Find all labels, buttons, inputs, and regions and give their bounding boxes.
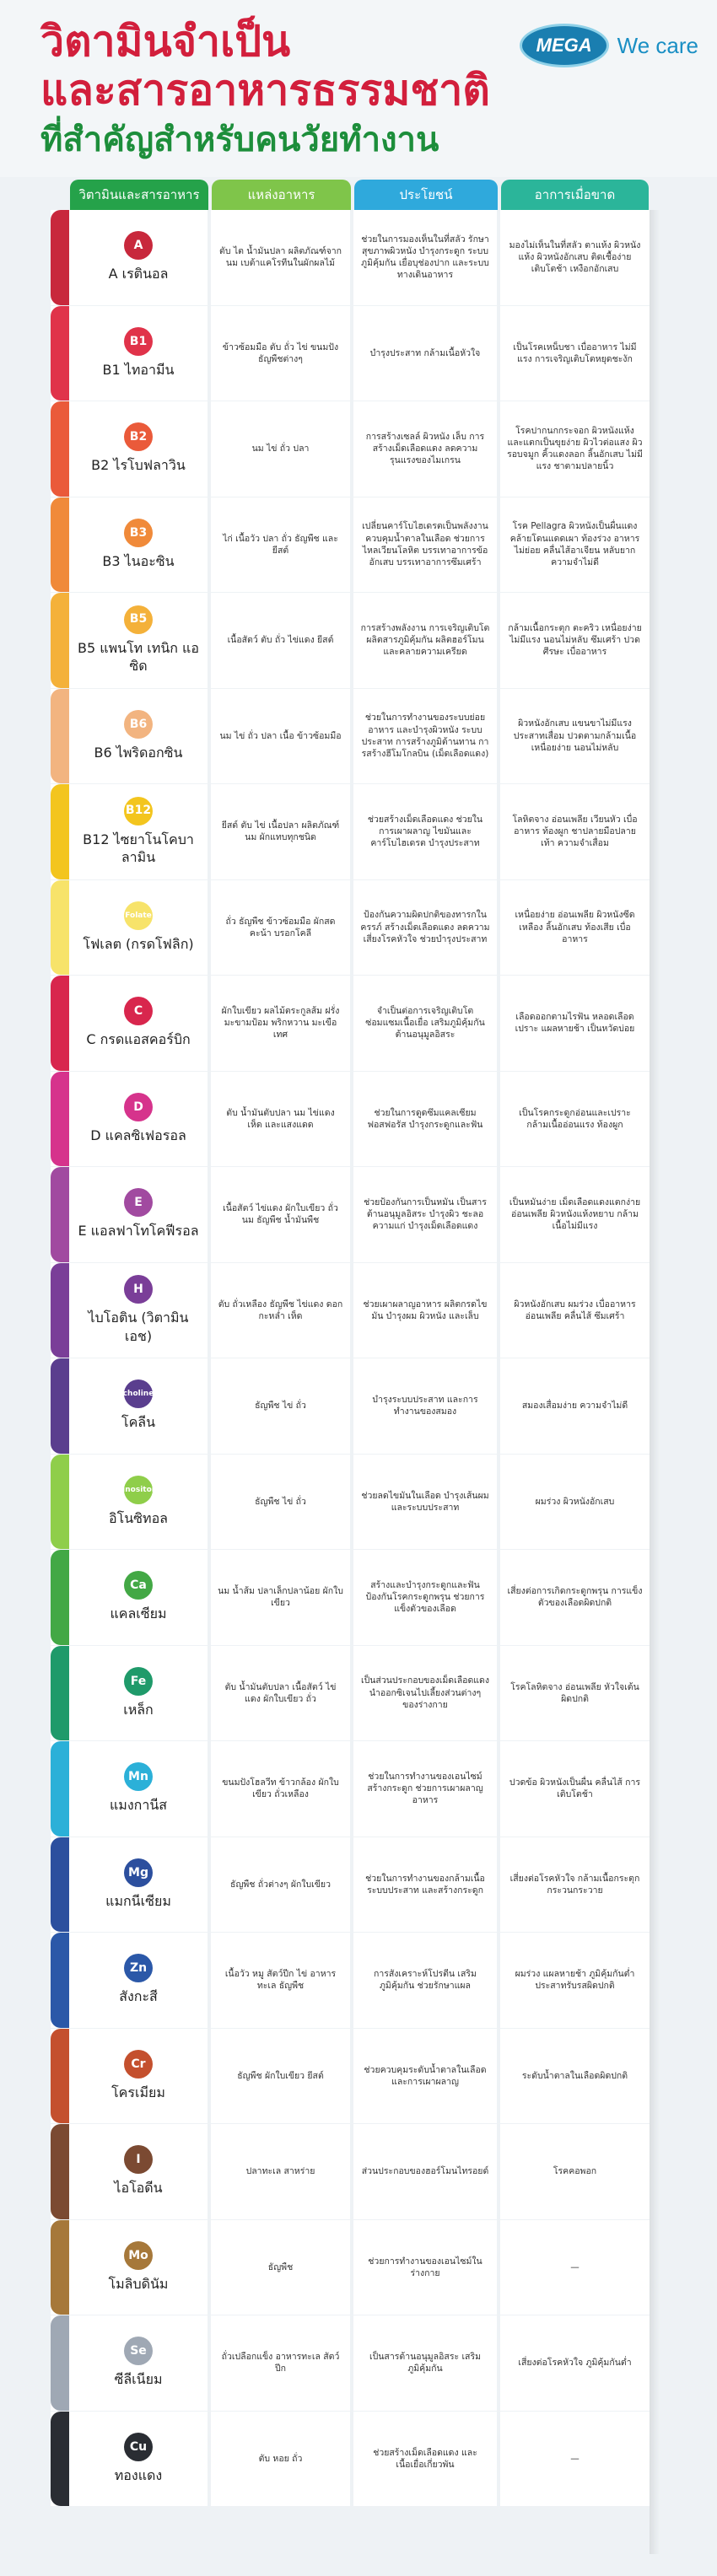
deficiency-cell: โรคปากนกกระจอก ผิวหนังแห้ง และแตกเป็นขุยง่าย ผิวไวต่อแสง ผิวรอบจมูก คิ้วแดงลอก ลิ้นอักเสบ ไม่มีแรง ชาตามปลายนิ้ว: [507, 425, 643, 472]
benefit-cell: จำเป็นต่อการเจริญเติบโต ซ่อมแซมเนื้อเยื่อ เสริมภูมิคุ้มกัน ต้านอนุมูลอิสระ: [353, 976, 500, 1071]
row-color-stripe: [51, 593, 69, 688]
food-source-cell: ธัญพืช ผักใบเขียว ยีสต์: [211, 2029, 353, 2124]
nutrient-name: แมงกานีส: [109, 1797, 168, 1814]
nutrient-cell: [69, 401, 211, 497]
nutrient-name: E แอลฟาโทโคฟีรอล: [78, 1223, 199, 1240]
nutrient-badge: B5: [124, 605, 153, 634]
food-source-cell: ถั่วเปลือกแข็ง อาหารทะเล สัตว์ปีก: [211, 2315, 353, 2411]
table-row: [51, 2124, 650, 2220]
table-row: [51, 1072, 650, 1168]
nutrient-cell: [69, 593, 211, 688]
table-row: [51, 401, 650, 497]
benefit-cell: ช่วยในการทำงานของเอนไซม์ สร้างกระดูก ช่วยการเผาผลาญอาหาร: [353, 1741, 500, 1837]
table-row: [51, 2220, 650, 2316]
row-color-stripe: [51, 1646, 69, 1741]
row-color-stripe: [51, 1550, 69, 1645]
benefit-cell: สร้างและบำรุงกระดูกและฟัน ป้องกันโรคกระดูกพรุน ช่วยการแข็งตัวของเลือด: [353, 1550, 500, 1645]
deficiency-cell: โรคคอพอก: [553, 2166, 597, 2177]
food-source-cell: เนื้อสัตว์ ไข่แดง ผักใบเขียว ถั่ว นม ธัญพืช น้ำมันพืช: [211, 1167, 353, 1262]
row-color-stripe: [51, 1263, 69, 1358]
deficiency-cell: ผมร่วง ผิวหนังอักเสบ: [535, 1496, 615, 1507]
nutrient-badge: B2: [124, 422, 153, 451]
nutrient-cell: [69, 210, 211, 305]
nutrient-badge: Ca: [124, 1571, 153, 1600]
nutrient-badge: choline: [124, 1379, 153, 1408]
table-row: [51, 2315, 650, 2412]
row-color-stripe: [51, 2315, 69, 2411]
nutrient-badge: E: [124, 1188, 153, 1217]
benefit-cell: ช่วยการทำงานของเอนไซม์ในร่างกาย: [353, 2220, 500, 2315]
title-line-1: วิตามินจำเป็น: [40, 17, 291, 66]
nutrient-cell: [69, 1358, 211, 1454]
nutrient-name: โคลีน: [121, 1414, 156, 1431]
table-row: [51, 1167, 650, 1263]
food-source-cell: ธัญพืช ไข่ ถั่ว: [211, 1358, 353, 1454]
deficiency-cell: เสี่ยงต่อโรคหัวใจ กล้ามเนื้อกระตุก กระวนกระวาย: [509, 1873, 640, 1896]
deficiency-cell: เลือดออกตามไรฟัน หลอดเลือดเปราะ แผลหายช้า เป็นหวัดบ่อย: [515, 1012, 635, 1035]
title-line-2: และสารอาหารธรรมชาติ: [40, 66, 490, 115]
column-header-benefit: ประโยชน์: [354, 180, 498, 210]
benefit-cell: ป้องกันความผิดปกติของทารกในครรภ์ สร้างเม็ดเลือดแดง ลดความเสี่ยงโรคหัวใจ ช่วยบำรุงประสาท: [353, 880, 500, 976]
nutrient-cell: [69, 1741, 211, 1837]
benefit-cell: ช่วยลดไขมันในเลือด บำรุงเส้นผม และระบบประสาท: [353, 1455, 500, 1550]
table-row: [51, 593, 650, 689]
row-color-stripe: [51, 1741, 69, 1837]
nutrient-name: B6 ไพริดอกซิน: [94, 744, 183, 761]
nutrient-badge: inositol: [124, 1476, 153, 1504]
table-row: [51, 1358, 650, 1455]
nutrient-name: B1 ไทอามีน: [102, 361, 175, 378]
nutrient-cell: [69, 784, 211, 879]
food-source-cell: ขนมปังโฮลวีท ข้าวกล้อง ผักใบเขียว ถั่วเหลือง: [211, 1741, 353, 1837]
row-color-stripe: [51, 2124, 69, 2219]
row-color-stripe: [51, 2412, 69, 2507]
nutrient-name: B3 ไนอะซิน: [102, 552, 175, 569]
nutrient-cell: [69, 2220, 211, 2315]
nutrient-name: อิโนซิทอล: [109, 1509, 168, 1526]
title-line-3: ที่สำคัญสำหรับคนวัยทำงาน: [40, 121, 439, 159]
header: [0, 0, 717, 177]
table-row: [51, 784, 650, 880]
deficiency-cell: —: [570, 2453, 580, 2464]
nutrient-badge: A: [124, 231, 153, 260]
nutrient-badge: Cr: [124, 2050, 153, 2079]
food-source-cell: นม ไข่ ถั่ว ปลา: [211, 401, 353, 497]
nutrient-badge: B6: [124, 710, 153, 739]
table-row: [51, 689, 650, 785]
food-source-cell: เนื้อวัว หมู สัตว์ปีก ไข่ อาหารทะเล ธัญพืช: [211, 1933, 353, 2028]
row-color-stripe: [51, 497, 69, 593]
food-source-cell: นม ไข่ ถั่ว ปลา เนื้อ ข้าวซ้อมมือ: [211, 689, 353, 784]
deficiency-cell: เป็นหมันง่าย เม็ดเลือดแดงแตกง่าย อ่อนเพลีย ผิวหนังแห้งหยาบ กล้ามเนื้อไม่มีแรง: [509, 1197, 641, 1232]
nutrient-badge: Fe: [124, 1667, 153, 1696]
row-color-stripe: [51, 2220, 69, 2315]
table-row: [51, 1550, 650, 1646]
nutrient-badge: C: [124, 997, 153, 1025]
nutrient-badge: B1: [124, 327, 153, 356]
row-color-stripe: [51, 1455, 69, 1550]
nutrient-cell: [69, 1550, 211, 1645]
table-row: [51, 1741, 650, 1837]
nutrient-badge: Mn: [124, 1762, 153, 1791]
nutrient-name: ซีลีเนียม: [114, 2371, 163, 2388]
row-color-stripe: [51, 1837, 69, 1933]
food-source-cell: ตับ ไต น้ำมันปลา ผลิตภัณฑ์จากนม เบต้าแคโรทีนในผักผลไม้: [211, 210, 353, 305]
deficiency-cell: เป็นโรคกระดูกอ่อนและเปราะ กล้ามเนื้ออ่อนแรง ท้องผูก: [519, 1107, 631, 1130]
nutrient-badge: H: [124, 1275, 153, 1304]
food-source-cell: ธัญพืช ไข่ ถั่ว: [211, 1455, 353, 1550]
table-row: [51, 976, 650, 1072]
benefit-cell: ช่วยควบคุมระดับน้ำตาลในเลือด และการเผาผลาญ: [353, 2029, 500, 2124]
nutrient-cell: [69, 689, 211, 784]
table-row: [51, 2029, 650, 2125]
nutrient-name: B12 ไซยาโนโคบาลามิน: [83, 831, 194, 866]
food-source-cell: ธัญพืช ถั่วต่างๆ ผักใบเขียว: [211, 1837, 353, 1933]
nutrient-cell: [69, 1837, 211, 1933]
table-shadow: [650, 210, 660, 2554]
column-header-deficiency: อาการเมื่อขาด: [501, 180, 649, 210]
row-color-stripe: [51, 1358, 69, 1454]
deficiency-cell: เสี่ยงต่อการเกิดกระดูกพรุน การแข็งตัวของเลือดผิดปกติ: [507, 1586, 643, 1609]
benefit-cell: บำรุงประสาท กล้ามเนื้อหัวใจ: [353, 306, 500, 401]
deficiency-cell: —: [570, 2261, 580, 2272]
nutrient-badge: B3: [124, 519, 153, 547]
food-source-cell: ยีสต์ ตับ ไข่ เนื้อปลา ผลิตภัณฑ์นม ผักแทบทุกชนิด: [211, 784, 353, 879]
nutrient-badge: B12: [124, 797, 153, 826]
nutrient-badge: D: [124, 1093, 153, 1121]
deficiency-cell: เสี่ยงต่อโรคหัวใจ ภูมิคุ้มกันต่ำ: [518, 2358, 632, 2369]
food-source-cell: ไก่ เนื้อวัว ปลา ถั่ว ธัญพืช และยีสต์: [211, 497, 353, 593]
food-source-cell: ตับ น้ำมันตับปลา เนื้อสัตว์ ไข่แดง ผักใบเขียว ถั่ว: [211, 1646, 353, 1741]
nutrient-name: B5 แพนโท เทนิก แอซิด: [78, 639, 199, 675]
food-source-cell: ธัญพืช: [211, 2220, 353, 2315]
table-row: [51, 497, 650, 594]
nutrient-table: [51, 210, 650, 2507]
nutrient-cell: [69, 1933, 211, 2028]
food-source-cell: ปลาทะเล สาหร่าย: [211, 2124, 353, 2219]
nutrient-name: C กรดแอสคอร์บิก: [86, 1031, 191, 1048]
nutrient-badge: Se: [124, 2337, 153, 2365]
benefit-cell: ช่วยสร้างเม็ดเลือดแดง ช่วยในการเผาผลาญ ไขมันและคาร์โบไฮเดรต บำรุงประสาท: [353, 784, 500, 879]
deficiency-cell: โรคโลหิตจาง อ่อนเพลีย หัวใจเต้นผิดปกติ: [510, 1681, 639, 1704]
nutrient-name: B2 ไรโบฟลาวิน: [91, 457, 186, 474]
nutrient-badge: Mg: [124, 1858, 153, 1887]
row-color-stripe: [51, 306, 69, 401]
deficiency-cell: มองไม่เห็นในที่สลัว ตาแห้ง ผิวหนังแห้ง ผิวหนังอักเสบ ติดเชื้อง่าย เติบโตช้า เหงือกอักเสบ: [509, 239, 641, 275]
column-header-food-source: แหล่งอาหาร: [212, 180, 351, 210]
deficiency-cell: กล้ามเนื้อกระตุก ตะคริว เหนื่อยง่าย ไม่มีแรง นอนไม่หลับ ซึมเศร้า ปวดศีรษะ เบื่ออาหาร: [508, 622, 642, 658]
benefit-cell: การสังเคราะห์โปรตีน เสริมภูมิคุ้มกัน ช่วยรักษาแผล: [353, 1933, 500, 2028]
nutrient-cell: [69, 1455, 211, 1550]
deficiency-cell: โรค Pellagra ผิวหนังเป็นผื่นแดงคล้ายโดนแดดเผา ท้องร่วง อาหารไม่ย่อย คลื่นไส้อาเจียน หลับยาก ความจำไม่ดี: [509, 521, 640, 567]
benefit-cell: ช่วยในการทำงานของกล้ามเนื้อ ระบบประสาท และสร้างกระดูก: [353, 1837, 500, 1933]
nutrient-badge: Folate: [124, 901, 153, 930]
nutrient-name: ไอโอดีน: [114, 2180, 163, 2197]
nutrient-name: โครเมียม: [111, 2084, 165, 2100]
benefit-cell: บำรุงระบบประสาท และการทำงานของสมอง: [353, 1358, 500, 1454]
benefit-cell: เปลี่ยนคาร์โบไฮเดรตเป็นพลังงาน ควบคุมน้ำตาลในเลือด ช่วยการไหลเวียนโลหิต บรรเทาอาการข้ออักเสบ บรรเทาอาการซึมเศร้า: [353, 497, 500, 593]
nutrient-cell: [69, 497, 211, 593]
deficiency-cell: ปวดข้อ ผิวหนังเป็นผื่น คลื่นไส้ การเติบโตช้า: [509, 1777, 641, 1800]
table-row: [51, 1646, 650, 1742]
nutrient-name: ทองแดง: [114, 2466, 163, 2483]
deficiency-cell: เป็นโรคเหน็บชา เบื่ออาหาร ไม่มีแรง การเจริญเติบโตหยุดชะงัก: [513, 341, 637, 364]
table-row: [51, 1455, 650, 1551]
nutrient-cell: [69, 2412, 211, 2507]
food-source-cell: ข้าวซ้อมมือ ตับ ถั่ว ไข่ ขนมปัง ธัญพืชต่างๆ: [211, 306, 353, 401]
benefit-cell: การสร้างพลังงาน การเจริญเติบโต ผลิตสารภูมิคุ้มกัน ผลิตฮอร์โมน และคลายความเครียด: [353, 593, 500, 688]
column-header-nutrient: วิตามินและสารอาหาร: [70, 180, 208, 210]
nutrient-cell: [69, 1167, 211, 1262]
nutrient-badge: I: [124, 2145, 153, 2174]
nutrient-name: แมกนีเซียม: [105, 1892, 171, 1909]
benefit-cell: เป็นส่วนประกอบของเม็ดเลือดแดง นำออกซิเจนไปเลี้ยงส่วนต่างๆ ของร่างกาย: [353, 1646, 500, 1741]
benefit-cell: เป็นสารต้านอนุมูลอิสระ เสริมภูมิคุ้มกัน: [353, 2315, 500, 2411]
nutrient-name: สังกะสี: [119, 1988, 158, 2005]
logo-oval: MEGA: [520, 24, 609, 67]
food-source-cell: นม น้ำส้ม ปลาเล็กปลาน้อย ผักใบเขียว: [211, 1550, 353, 1645]
table-row: [51, 1837, 650, 1933]
column-headers: [70, 180, 649, 210]
row-color-stripe: [51, 210, 69, 305]
nutrient-cell: [69, 2029, 211, 2124]
nutrient-badge: Cu: [124, 2433, 153, 2461]
nutrient-name: แคลเซียม: [110, 1605, 167, 1622]
food-source-cell: เนื้อสัตว์ ตับ ถั่ว ไข่แดง ยีสต์: [211, 593, 353, 688]
nutrient-name: D แคลซิเฟอรอล: [90, 1127, 186, 1143]
benefit-cell: ส่วนประกอบของฮอร์โมนไทรอยด์: [353, 2124, 500, 2219]
deficiency-cell: เหนื่อยง่าย อ่อนเพลีย ผิวหนังซีดเหลือง ลิ้นอักเสบ ท้องเสีย เบื่ออาหาร: [515, 910, 635, 944]
food-source-cell: ถั่ว ธัญพืช ข้าวซ้อมมือ ผักสด คะน้า บรอกโคลี: [211, 880, 353, 976]
row-color-stripe: [51, 880, 69, 976]
table-row: [51, 880, 650, 976]
deficiency-cell: ผิวหนังอักเสบ แขนขาไม่มีแรง ประสาทเสื่อม ปวดตามกล้ามเนื้อ เหนื่อยง่าย นอนไม่หลับ: [513, 718, 637, 753]
row-color-stripe: [51, 689, 69, 784]
benefit-cell: ช่วยในการมองเห็นในที่สลัว รักษาสุขภาพผิวหนัง บำรุงกระดูก ระบบภูมิคุ้มกัน เยื่อบุช่องปาก และระบบทางเดินอาหาร: [353, 210, 500, 305]
row-color-stripe: [51, 1072, 69, 1167]
food-source-cell: ตับ หอย ถั่ว: [211, 2412, 353, 2507]
logo-tagline: We care: [617, 32, 698, 58]
table-row: [51, 1933, 650, 2029]
nutrient-name: เหล็ก: [123, 1701, 154, 1718]
nutrient-cell: [69, 1646, 211, 1741]
deficiency-cell: ผิวหนังอักเสบ ผมร่วง เบื่ออาหาร อ่อนเพลีย คลื่นไส้ ซึมเศร้า: [514, 1299, 636, 1321]
nutrient-name: A เรตินอล: [108, 266, 169, 282]
benefit-cell: การสร้างเซลล์ ผิวหนัง เล็บ การสร้างเม็ดเลือดแดง ลดความรุนแรงของไมเกรน: [353, 401, 500, 497]
benefit-cell: ช่วยในการทำงานของระบบย่อยอาหาร และบำรุงผิวหนัง ระบบประสาท การสร้างภูมิต้านทาน การสร้างฮีโมโกลบิน (เม็ดเลือดแดง): [353, 689, 500, 784]
food-source-cell: ผักใบเขียว ผลไม้ตระกูลส้ม ฝรั่ง มะขามป้อม พริกหวาน มะเขือเทศ: [211, 976, 353, 1071]
deficiency-cell: โลหิตจาง อ่อนเพลีย เวียนหัว เบื่ออาหาร ท้องผูก ชาปลายมือปลายเท้า ความจำเสื่อม: [512, 814, 638, 849]
nutrient-cell: [69, 880, 211, 976]
deficiency-cell: ผมร่วง แผลหายช้า ภูมิคุ้มกันต่ำ ประสาทรับรสผิดปกติ: [515, 1969, 635, 1992]
deficiency-cell: สมองเสื่อมง่าย ความจำไม่ดี: [521, 1401, 628, 1412]
brand-logo: [520, 24, 698, 67]
row-color-stripe: [51, 401, 69, 497]
table-row: [51, 1263, 650, 1359]
nutrient-name: โมลิบดินัม: [108, 2275, 169, 2292]
row-color-stripe: [51, 976, 69, 1071]
nutrient-cell: [69, 1263, 211, 1358]
nutrient-name: โฟเลต (กรดโฟลิก): [83, 935, 194, 952]
nutrient-cell: [69, 2124, 211, 2219]
benefit-cell: ช่วยเผาผลาญอาหาร ผลิตกรดไขมัน บำรุงผม ผิวหนัง และเล็บ: [353, 1263, 500, 1358]
table-row: [51, 306, 650, 402]
food-source-cell: ตับ น้ำมันตับปลา นม ไข่แดง เห็ด และแสงแดด: [211, 1072, 353, 1167]
benefit-cell: ช่วยสร้างเม็ดเลือดแดง และเนื้อเยื่อเกี่ยวพัน: [353, 2412, 500, 2507]
row-color-stripe: [51, 784, 69, 879]
row-color-stripe: [51, 2029, 69, 2124]
benefit-cell: ช่วยในการดูดซึมแคลเซียม ฟอสฟอรัส บำรุงกระดูกและฟัน: [353, 1072, 500, 1167]
row-color-stripe: [51, 1167, 69, 1262]
nutrient-cell: [69, 1072, 211, 1167]
deficiency-cell: ระดับน้ำตาลในเลือดผิดปกติ: [521, 2070, 628, 2081]
nutrient-cell: [69, 306, 211, 401]
nutrient-cell: [69, 976, 211, 1071]
nutrient-badge: Mo: [124, 2241, 153, 2270]
row-color-stripe: [51, 1933, 69, 2028]
benefit-cell: ช่วยป้องกันการเป็นหมัน เป็นสารต้านอนุมูลอิสระ บำรุงผิว ชะลอความแก่ บำรุงเม็ดเลือดแดง: [353, 1167, 500, 1262]
table-row: [51, 210, 650, 306]
food-source-cell: ตับ ถั่วเหลือง ธัญพืช ไข่แดง ดอกกะหล่ำ เห็ด: [211, 1263, 353, 1358]
table-row: [51, 2412, 650, 2508]
nutrient-badge: Zn: [124, 1954, 153, 1982]
nutrient-name: ไบโอติน (วิตามินเอช): [88, 1310, 189, 1344]
nutrient-cell: [69, 2315, 211, 2411]
